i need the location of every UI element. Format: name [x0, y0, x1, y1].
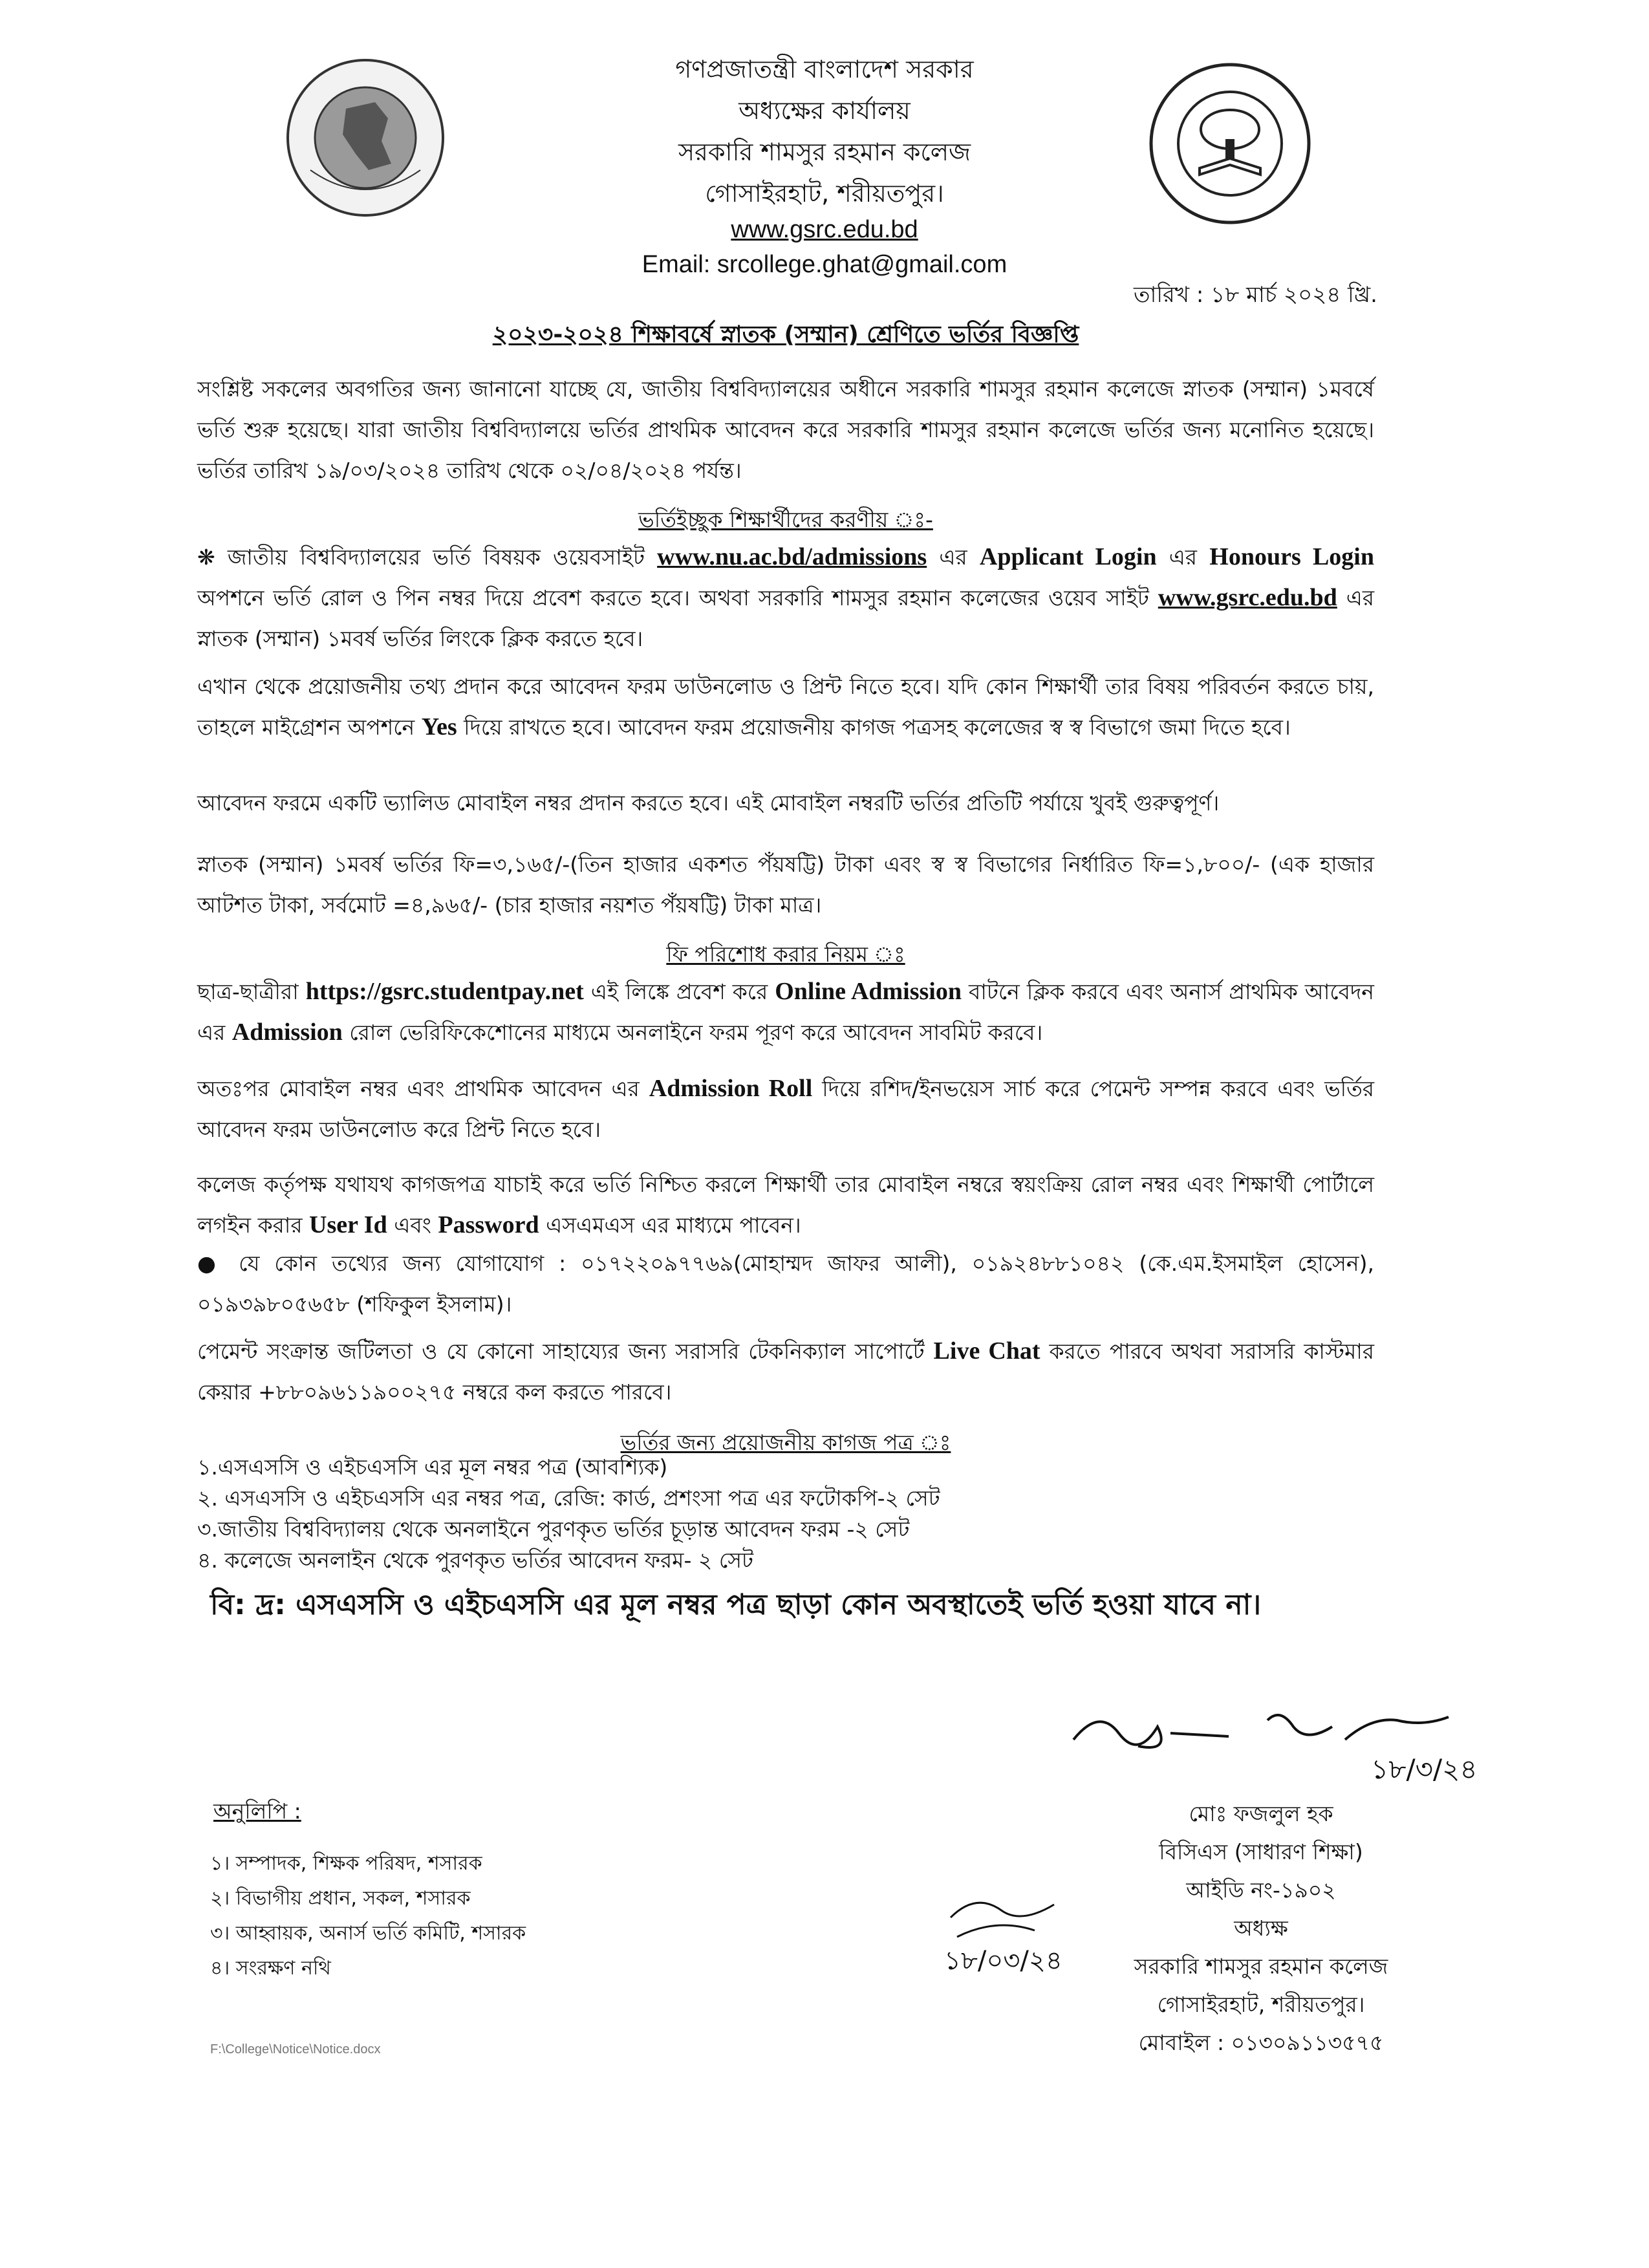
documents-list	[197, 1452, 940, 1576]
signatory-name: মোঃ ফজলুল হক	[1189, 1801, 1333, 1826]
header-line-address: গোসাইরহাট, শরীয়তপুর।	[705, 179, 944, 208]
copy-list	[210, 1846, 526, 1986]
star-bullet: ❋	[197, 545, 215, 570]
signatory-mobile: মোবাইল : ০১৩০৯১১৩৫৭৫	[1138, 2030, 1384, 2055]
stamp-date: ১৮/০৩/২৪	[944, 1946, 1062, 1976]
duties-paragraph-4-fees: স্নাতক (সম্মান) ১মবর্ষ ভর্তির ফি=৩,১৬৫/-(তিন হাজার একশত পঁয়ষট্টি) টাকা এবং স্ব স্ব বিভাগের নির্ধারিত ফি=১,৮০০/- (এক হাজার আটশত টাকা, সর্বমোট =৪,৯৬৫/- (চার হাজার নয়শত পঁয়ষট্টি) টাকা মাত্র।	[197, 852, 1374, 918]
duties-paragraph-2: এখান থেকে প্রয়োজনীয় তথ্য প্রদান করে আবেদন ফরম ডাউনলোড ও প্রিন্ট নিতে হবে। যদি কোন শিক্ষার্থী তার বিষয় পরিবর্তন করতে চায়, তাহলে মাইগ্রেশন অপশনে Yes দিয়ে রাখতে হবে। আবেদন ফরম প্রয়োজনীয় কাগজ পত্রসহ কলেজের স্ব স্ব বিভাগে জমা দিতে হবে।	[197, 674, 1374, 740]
header-line-office: অধ্যক্ষের কার্যালয়	[738, 96, 911, 125]
important-note: বি: দ্র: এসএসসি ও এইচএসসি এর মূল নম্বর পত্র ছাড়া কোন অবস্থাতেই ভর্তি হওয়া যাবে না।	[210, 1588, 1262, 1621]
intro-paragraph: সংশ্লিষ্ট সকলের অবগতির জন্য জানানো যাচ্ছে যে, জাতীয় বিশ্ববিদ্যালয়ের অধীনে সরকারি শামসুর রহমান কলেজে স্নাতক (সম্মান) ১মবর্ষে ভর্তি শুরু হয়েছে। যারা জাতীয় বিশ্ববিদ্যালয়ে ভর্তির প্রাথমিক আবেদন করে সরকারি শামসুর রহমান কলেজে ভর্তির জন্য মনোনিত হয়েছে। ভর্তির তারিখ ১৯/০৩/২০২৪ তারিখ থেকে ০২/০৪/২০২৪ পর্যন্ত।	[197, 376, 1374, 483]
fee-paragraph-2: অতঃপর মোবাইল নম্বর এবং প্রাথমিক আবেদন এর Admission Roll দিয়ে রশিদ/ইনভয়েস সার্চ করে পেমেন্ট সম্পন্ন করবে এবং ভর্তির আবেদন ফরম ডাউনলোড করে প্রিন্ট নিতে হবে।	[197, 1075, 1375, 1142]
list-item: ২। বিভাগীয় প্রধান, সকল, শসারক	[210, 1887, 471, 1910]
fee-paragraph-4: পেমেন্ট সংক্রান্ত জটিলতা ও যে কোনো সাহায্যের জন্য সরাসরি টেকনিক্যাল সাপোর্টে Live Chat করতে পারবে অথবা সরাসরি কাস্টমার কেয়ার +৮৮০৯৬১১৯০০২৭৫ নম্বরে কল করতে পারবে।	[197, 1337, 1375, 1405]
government-seal	[285, 57, 446, 219]
signatory-cadre: বিসিএস (সাধারণ শিক্ষা)	[1159, 1839, 1363, 1864]
signatory-id: আইডি নং-১৯০২	[1186, 1877, 1336, 1903]
signatory-designation: অধ্যক্ষ	[1234, 1916, 1288, 1941]
education-logo-seal	[1148, 61, 1313, 226]
documents-heading: ভর্তির জন্য প্রয়োজনীয় কাগজ পত্র ঃ	[620, 1430, 951, 1455]
notice-title: ২০২৩-২০২৪ শিক্ষাবর্ষে স্নাতক (সম্মান) শ্রেণিতে ভর্তির বিজ্ঞপ্তি	[492, 321, 1079, 348]
signatory-address: গোসাইরহাট, শরীয়তপুর।	[1157, 1992, 1365, 2017]
studentpay-link[interactable]: https://gsrc.studentpay.net	[305, 978, 584, 1005]
list-item: ৪। সংরক্ষণ নথি	[210, 1957, 331, 1980]
header-line-government: গণপ্রজাতন্ত্রী বাংলাদেশ সরকার	[675, 55, 974, 83]
list-item: ৪. কলেজে অনলাইন থেকে পুরণকৃত ভর্তির আবেদন ফরম- ২ সেট	[197, 1548, 754, 1573]
fee-paragraph-3: কলেজ কর্তৃপক্ষ যথাযথ কাগজপত্র যাচাই করে ভর্তি নিশ্চিত করলে শিক্ষার্থী তার মোবাইল নম্বরে স্বয়ংক্রিয় রোল নম্বর এবং শিক্ষার্থী পোর্টালে লগইন করার User Id এবং Password এসএমএস এর মাধ্যমে পাবেন।	[197, 1172, 1374, 1238]
header-line-college: সরকারি শামসুর রহমান কলেজ	[678, 138, 971, 166]
signature-block	[1061, 1795, 1461, 2062]
fee-heading: ফি পরিশোধ করার নিয়ম ঃ	[666, 942, 905, 967]
duties-heading: ভর্তিইচ্ছুক শিক্ষার্থীদের করণীয় ঃ-	[638, 507, 933, 532]
duties-paragraph-1: ❋ জাতীয় বিশ্ববিদ্যালয়ের ভর্তি বিষয়ক ওয়েবসাইট www.nu.ac.bd/admissions এর Applicant Login এর Honours Login অপশনে ভর্তি রোল ও পিন নম্বর দিয়ে প্রবেশ করতে হবে। অথবা সরকারি শামসুর রহমান কলেজের ওয়েব সাইট www.gsrc.edu.bd এর স্নাতক (সম্মান) ১মবর্ষ ভর্তির লিংকে ক্লিক করতে হবে।	[197, 543, 1375, 651]
initial-signature	[931, 1879, 1093, 1982]
list-item: ২. এসএসসি ও এইচএসসি এর নম্বর পত্র, রেজি: কার্ড, প্রশংসা পত্র এর ফটোকপি-২ সেট	[197, 1485, 940, 1511]
fee-paragraph-1: ছাত্র-ছাত্রীরা https://gsrc.studentpay.net এই লিঙ্কে প্রবেশ করে Online Admission বাটনে ক্লিক করবে এবং অনার্স প্রাথমিক আবেদন এর Admission রোল ভেরিফিকেশোনের মাধ্যমে অনলাইনে ফরম পূরণ করে আবেদন সাবমিট করবে।	[197, 978, 1374, 1046]
principal-signature	[1061, 1681, 1513, 1785]
copy-heading: অনুলিপি :	[213, 1798, 301, 1824]
nu-admission-link[interactable]: www.nu.ac.bd/admissions	[657, 543, 927, 570]
list-item: ৩.জাতীয় বিশ্ববিদ্যালয় থেকে অনলাইনে পুরণকৃত ভর্তির চূড়ান্ত আবেদন ফরম -২ সেট	[197, 1517, 910, 1542]
duties-paragraph-3: আবেদন ফরমে একটি ভ্যালিড মোবাইল নম্বর প্রদান করতে হবে। এই মোবাইল নম্বরটি ভর্তির প্রতিটি পর্যায়ে খুবই গুরুত্বপূর্ণ।	[197, 790, 1220, 815]
list-item: ৩। আহ্বায়ক, অনার্স ভর্তি কমিটি, শসারক	[210, 1922, 526, 1945]
signature-handwritten-date: ১৮/৩/২৪	[1371, 1753, 1478, 1785]
gsrc-website-link[interactable]: www.gsrc.edu.bd	[1158, 584, 1337, 611]
signatory-college: সরকারি শামসুর রহমান কলেজ	[1134, 1954, 1388, 1979]
notice-date: তারিখ : ১৮ মার্চ ২০২৪ খ্রি.	[1133, 282, 1377, 308]
dot-bullet: ●	[197, 1251, 224, 1276]
list-item: ১.এসএসসি ও এইচএসসি এর মূল নম্বর পত্র (আবশ্যিক)	[197, 1454, 668, 1480]
contact-paragraph: ● যে কোন তথ্যের জন্য যোগাযোগ : ০১৭২২০৯৭৭৬৯(মোহাম্মদ জাফর আলী), ০১৯২৪৮৮১০৪২ (কে.এম.ইসমাইল হোসেন), ০১৯৩৯৮০৫৬৫৮ (শফিকুল ইসলাম)।	[197, 1251, 1374, 1317]
header-email: Email: srcollege.ghat@gmail.com	[641, 251, 1008, 278]
header-website-link[interactable]: www.gsrc.edu.bd	[731, 216, 918, 243]
list-item: ১। সম্পাদক, শিক্ষক পরিষদ, শসারক	[210, 1852, 482, 1875]
footer-file-path: F:\College\Notice\Notice.docx	[210, 2042, 381, 2057]
